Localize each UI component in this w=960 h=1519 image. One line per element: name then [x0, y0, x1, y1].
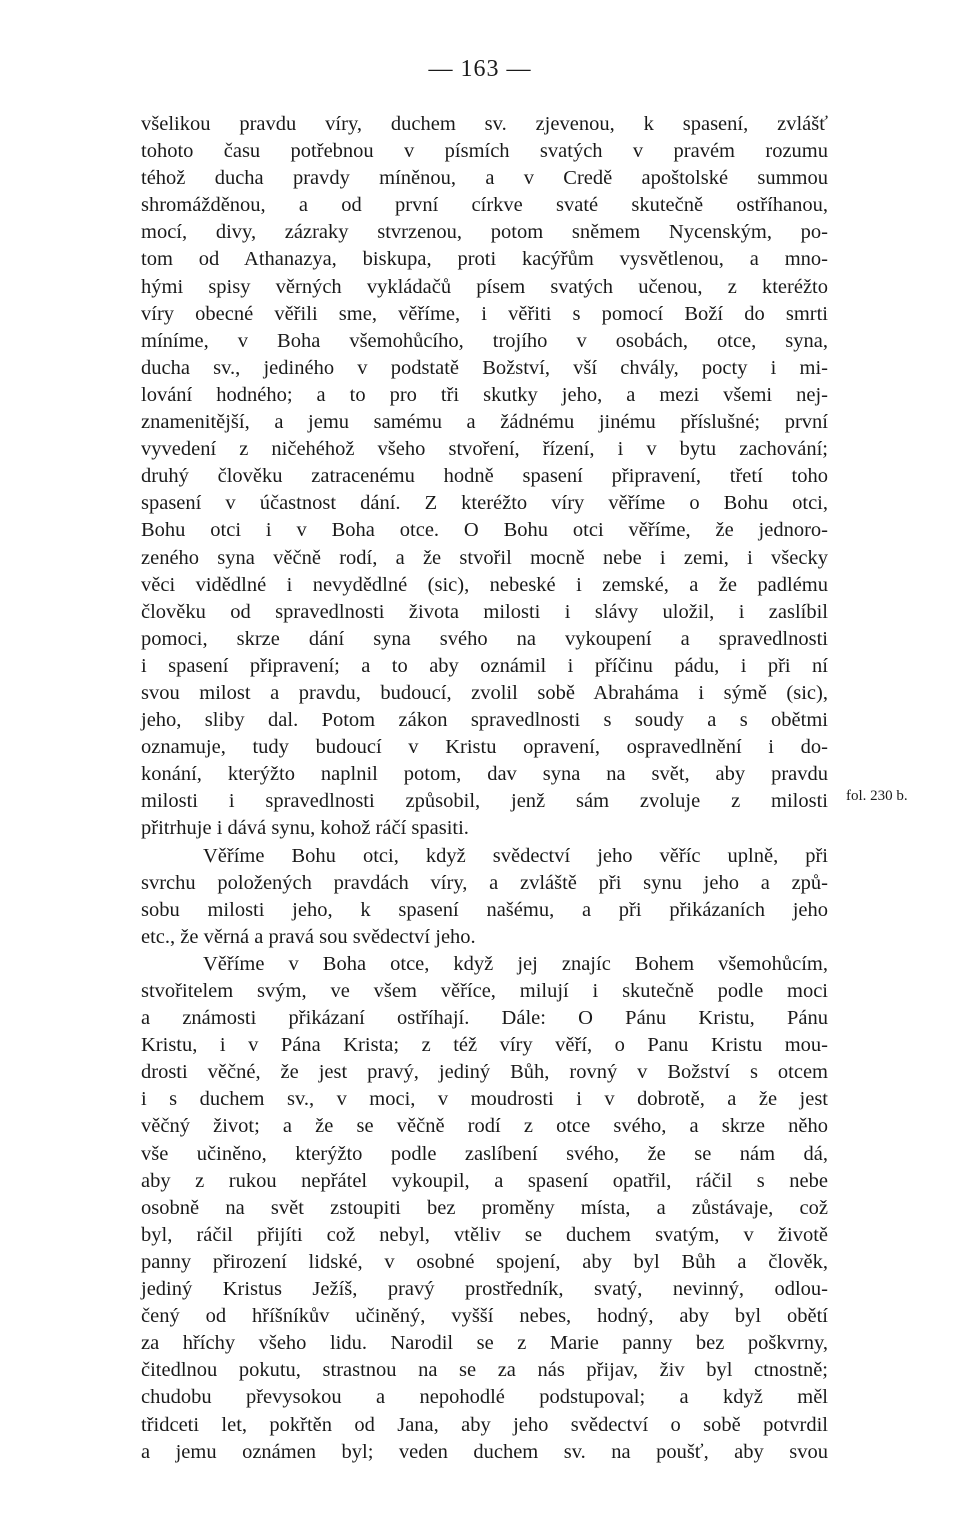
- text-line: panny přirození lidské, v osobné spojení, aby byl Bůh a člověk,: [141, 1250, 828, 1273]
- text-line: tom od Athanazya, biskupa, proti kacýřům vysvětlenou, a mno-: [141, 248, 828, 271]
- text-line: osobně na svět zstoupiti bez proměny místa, a zůstávaje, což: [141, 1196, 828, 1219]
- text-line: Kristu, i v Pána Krista; z též víry věří, o Panu Kristu mou-: [141, 1034, 828, 1057]
- text-line: mocí, divy, zázraky stvrzenou, potom sněmem Nycenským, po-: [141, 221, 828, 244]
- text-line: pomoci, skrze dání syna svého na vykoupení a spravedlnosti: [141, 627, 828, 650]
- margin-folio-note: fol. 230 b.: [846, 788, 908, 804]
- text-line: vyvedení z ničehéhož všeho stvoření, řízení, i v bytu zachování;: [141, 438, 828, 461]
- text-line: a jemu oznámen byl; veden duchem sv. na poušť, aby svou: [141, 1440, 828, 1463]
- text-line: vše učiněno, kterýžto podle zaslíbení svého, že se nám dá,: [141, 1142, 828, 1165]
- text-line: všelikou pravdu víry, duchem sv. zjevenou, k spasení, zvlášť: [141, 113, 828, 135]
- text-line: třidceti let, pokřtěn od Jana, aby jeho svědectví o sobě potvrdil: [141, 1413, 828, 1436]
- text-line: aby z rukou nepřátel vykoupil, a spasení opatřil, ráčil s nebe: [141, 1169, 828, 1192]
- text-line: shromážděnou, a od první církve svaté skutečně ostříhanou,: [141, 194, 828, 217]
- text-line: jediný Kristus Ježíš, pravý prostředník, svatý, nevinný, odlou-: [141, 1278, 828, 1301]
- text-line: Věříme Bohu otci, když svědectví jeho věříc uplně, při: [203, 844, 828, 867]
- text-line: svou milost a pravdu, budoucí, zvolil sobě Abraháma i sýmě (sic),: [141, 681, 828, 704]
- text-line: věčný život; a že se věčně rodí z otce svého, a skrze něho: [141, 1115, 828, 1138]
- text-line: víry obecné věřili sme, věříme, i věřiti s pomocí Boží do smrti: [141, 302, 828, 325]
- text-line: ducha sv., jediného v podstatě Božství, vší chvály, pocty i mi-: [141, 356, 828, 379]
- text-line: druhý člověku zatracenému hodně spasení připravení, třetí toho: [141, 465, 828, 488]
- text-line: i s duchem sv., v moci, v moudrosti i v dobrotě, a že jest: [141, 1088, 828, 1111]
- text-line: míníme, v Boha všemohůcího, trojího v osobách, otce, syna,: [141, 329, 828, 352]
- text-line: milosti i spravedlnosti způsobil, jenž sám zvoluje z milosti: [141, 790, 828, 813]
- text-line: za hříchy všeho lidu. Narodil se z Marie panny bez poškvrny,: [141, 1332, 828, 1355]
- text-line: svrchu položených pravdách víry, a zvláště při synu jeho a způ-: [141, 871, 828, 894]
- text-line: jeho, sliby dal. Potom zákon spravedlnosti s soudy a s obětmi: [141, 709, 828, 732]
- text-line: a známosti přikázaní ostříhají. Dále: O Pánu Kristu, Pánu: [141, 1007, 828, 1030]
- text-line: věci vidědlné i nevydědlné (sic), nebeské i zemské, a že padlému: [141, 573, 828, 596]
- text-line: sobu milosti jeho, k spasení našému, a při přikázaních jeho: [141, 898, 828, 921]
- text-line: lování hodného; a to pro tři skutky jeho, a mezi všemi nej-: [141, 383, 828, 406]
- text-line: tohoto času potřebnou v písmích svatých v pravém rozumu: [141, 140, 828, 163]
- text-line: etc., že věrná a pravá sou svědectví jeho.: [141, 925, 476, 948]
- text-line: čený od hříšníkův učiněný, vyšší nebes, hodný, aby byl obětí: [141, 1305, 828, 1328]
- text-line: hými spisy věrných vykládačů písem svatých učenou, z kteréžto: [141, 275, 828, 298]
- text-line: znamenitější, a jemu samému a žádnému jinému příslušné; první: [141, 411, 828, 434]
- text-line: Bohu otci i v Boha otce. O Bohu otci věříme, že jednoro-: [141, 519, 828, 542]
- text-line: téhož ducha pravdy míněnou, a v Credě apoštolské summou: [141, 167, 828, 190]
- text-line: člověku od spravedlnosti života milosti i slávy uložil, i zaslíbil: [141, 600, 828, 623]
- text-line: stvořitelem svým, ve všem věříce, milují i skutečně podle moci: [141, 980, 828, 1002]
- text-line: chudobu převysokou a nepohodlé podstupoval; a když měl: [141, 1386, 828, 1409]
- text-line: byl, ráčil přijíti což nebyl, vtěliv se duchem svatým, v životě: [141, 1223, 828, 1246]
- text-line: přitrhuje i dává synu, kohož ráčí spasiti.: [141, 817, 469, 840]
- text-line: zeného syna věčně rodí, a že stvořil mocně nebe i zemi, i všecky: [141, 546, 828, 569]
- text-line: Věříme v Boha otce, když jej znajíc Bohem všemohůcím,: [203, 952, 828, 975]
- text-line: i spasení připravení; a to aby oznámil i příčinu pádu, i při ní: [141, 654, 828, 677]
- page-number: — 163 —: [428, 56, 532, 82]
- text-line: oznamuje, tudy budoucí v Kristu opravení, ospravedlnění i do-: [141, 736, 828, 759]
- text-line: spasení v účastnost dání. Z kteréžto víry věříme o Bohu otci,: [141, 492, 828, 515]
- body-text: [141, 111, 828, 1466]
- text-line: drosti věčné, že jest pravý, jediný Bůh, rovný v Božství s otcem: [141, 1061, 828, 1084]
- text-line: konání, kterýžto naplnil potom, dav syna na svět, aby pravdu: [141, 763, 828, 786]
- text-line: čitedlnou pokutu, strastnou na se za nás přijav, živ byl ctnostně;: [141, 1359, 828, 1382]
